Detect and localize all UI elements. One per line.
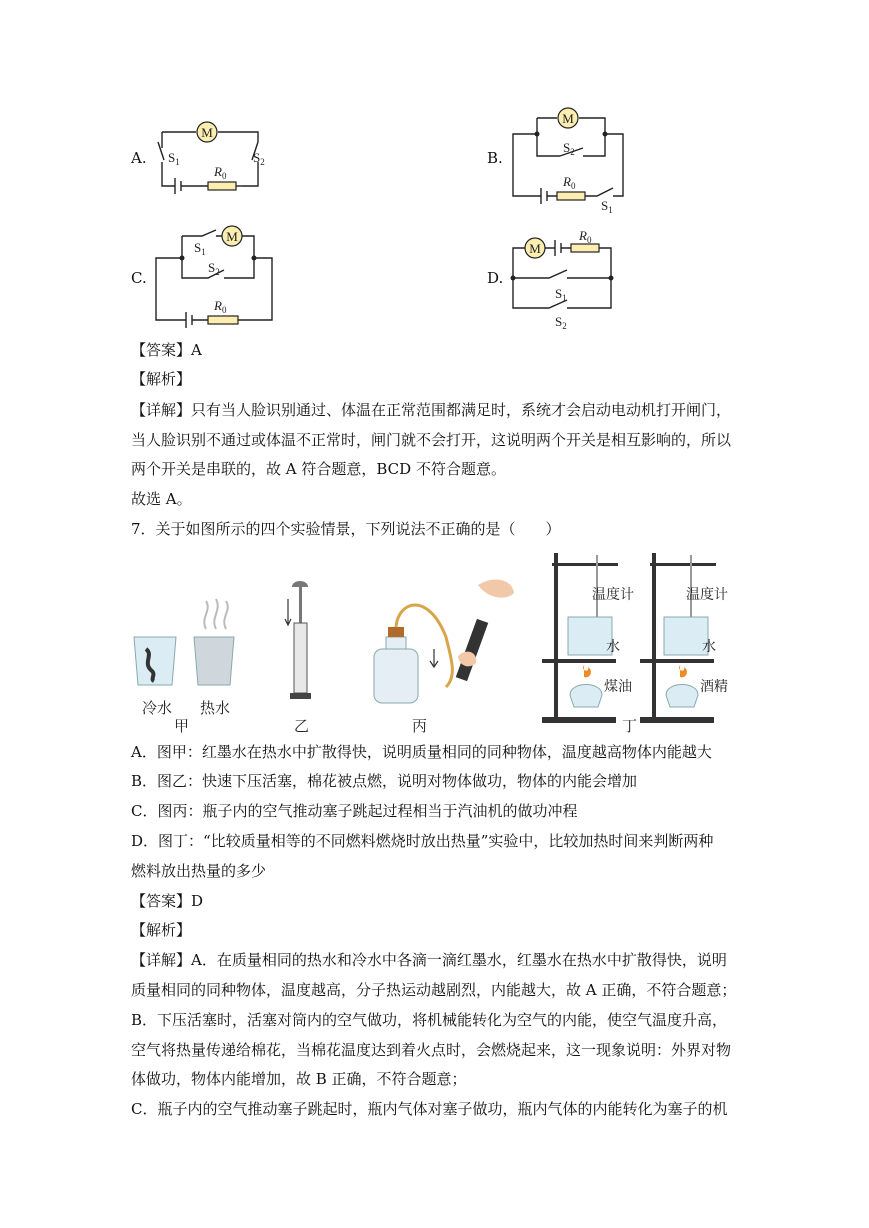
q7-option-d: D．图丁：“比较质量相等的不同燃料燃烧时放出热量”实验中，比较加热时间来判断两种 (131, 832, 714, 850)
svg-text:S2: $S_2$ (555, 314, 567, 331)
q7-answer: 【答案】D (131, 892, 204, 910)
figure-bing-label: 丙 (412, 719, 428, 735)
svg-text:S1: $S_1$ (555, 286, 567, 303)
svg-text:S1: $S_1$ (194, 240, 206, 257)
water-label-right: 水 (702, 640, 716, 655)
resistor-label: R (214, 164, 222, 179)
q7-detail-line: 质量相同的同种物体，温度越高，分子热运动越剧烈，内能越大，故 A 正确，不符合题意； (131, 981, 737, 999)
q6-detail-line: 两个开关是串联的，故 A 符合题意，BCD 不符合题意。 (131, 460, 506, 478)
resistor-label: R (579, 228, 587, 243)
option-a-label: A. (131, 149, 147, 167)
thermometer-label-left: 温度计 (592, 588, 634, 603)
motor-label: M (529, 241, 541, 256)
resistor-icon (557, 192, 585, 200)
q7-detail-line: C．瓶子内的空气推动塞子跳起时，瓶内气体对塞子做功，瓶内气体的内能转化为塞子的机 (131, 1100, 728, 1118)
q7-experiment-figure (128, 545, 738, 735)
q7-option-b: B．图乙：快速下压活塞，棉花被点燃，说明对物体做功，物体的内能会增加 (131, 772, 638, 790)
air-compression-syringe (285, 581, 311, 699)
resistor-label: R (563, 174, 571, 189)
resistor-icon (208, 182, 236, 190)
cold-water-beaker (134, 637, 176, 685)
bottle-pump-apparatus (374, 579, 514, 703)
q7-detail-line: 【详解】A．在质量相同的热水和冷水中各滴一滴红墨水，红墨水在热水中扩散得快，说明 (131, 951, 727, 969)
q6-analysis-heading: 【解析】 (131, 370, 192, 388)
figure-jia-label: 甲 (174, 719, 190, 735)
switch-s1-label: S (555, 286, 563, 301)
figure-yi-label: 乙 (294, 719, 310, 735)
svg-text:S2: $S_2$ (208, 260, 220, 277)
water-label-left: 水 (606, 640, 620, 655)
q6-detail-line: 当人脸识别不通过或体温不正常时，闸门就不会打开，这说明两个开关是相互影响的，所以 (131, 431, 732, 449)
resistor-icon (208, 316, 238, 324)
switch-s2-label: S (555, 314, 563, 329)
motor-label: M (226, 229, 238, 244)
q7-stem: 7．关于如图所示的四个实验情景，下列说法不正确的是（ ） (131, 520, 561, 538)
motor-label: M (562, 111, 574, 126)
q6-answer: 【答案】A (131, 341, 202, 359)
circuit-diagram-b (505, 102, 630, 220)
switch-s1-label: S (194, 240, 202, 255)
q7-detail-line: 体做功，物体内能增加，故 B 正确，不符合题意； (131, 1070, 467, 1088)
q7-analysis-heading: 【解析】 (131, 921, 192, 939)
q7-option-d-continued: 燃料放出热量的多少 (131, 862, 267, 880)
q7-option-c: C．图丙：瓶子内的空气推动塞子跳起过程相当于汽油机的做功冲程 (131, 802, 578, 820)
figure-ding-label: 丁 (622, 719, 638, 735)
switch-s1-label: S (601, 198, 609, 213)
svg-text:R0: $R_0$ (214, 164, 227, 181)
resistor-icon (571, 244, 599, 252)
hot-water-beaker (194, 599, 234, 685)
switch-s1-label: S (168, 150, 176, 165)
thermometer-label-right: 温度计 (686, 588, 728, 603)
svg-text:S2: $S_2$ (253, 150, 265, 167)
resistor-label: R (214, 298, 222, 313)
option-d-label: D. (487, 269, 504, 287)
svg-text:S1: $S_1$ (601, 198, 613, 215)
alcohol-label: 酒精 (700, 680, 728, 695)
svg-text:R0: $R_0$ (563, 174, 576, 191)
cold-water-label: 冷水 (142, 701, 173, 717)
q7-detail-line: 空气将热量传递给棉花，当棉花温度达到着火点时，会燃烧起来，这一现象说明：外界对物 (131, 1041, 732, 1059)
switch-s2-label: S (563, 140, 571, 155)
q7-option-a: A．图甲：红墨水在热水中扩散得快，说明质量相同的同种物体，温度越高物体内能越大 (131, 743, 712, 761)
circuit-diagram-a (150, 118, 280, 200)
q6-detail-line: 【详解】只有当人脸识别通过、体温在正常范围都满足时，系统才会启动电动机打开闸门， (131, 401, 732, 419)
heating-stand-left (542, 553, 618, 723)
svg-text:R0: $R_0$ (579, 228, 592, 245)
q6-conclusion: 故选 A。 (131, 490, 192, 508)
kerosene-label: 煤油 (604, 680, 632, 695)
option-c-label: C. (131, 269, 147, 287)
svg-text:R0: $R_0$ (214, 298, 227, 315)
q7-detail-line: B．下压活塞时，活塞对筒内的空气做功，将机械能转化为空气的内能，使空气温度升高， (131, 1011, 728, 1029)
circuit-diagram-c (150, 222, 278, 330)
svg-text:S2: $S_2$ (563, 140, 575, 157)
svg-text:S1: $S_1$ (168, 150, 180, 167)
switch-s2-label: S (208, 260, 216, 275)
circuit-diagram-d (505, 220, 627, 332)
switch-s2-label: S (253, 150, 261, 165)
motor-label: M (201, 125, 213, 140)
heating-stand-right (640, 553, 716, 723)
option-b-label: B. (487, 149, 503, 167)
hot-water-label: 热水 (200, 701, 231, 717)
